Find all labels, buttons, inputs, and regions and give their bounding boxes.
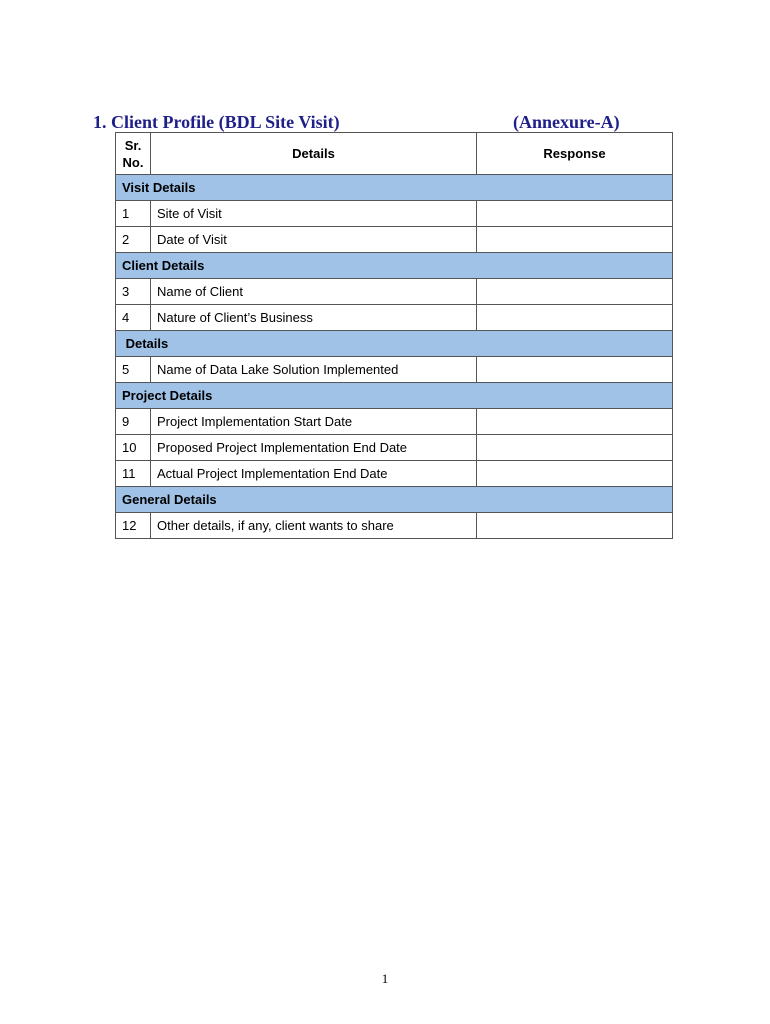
table-row — [116, 201, 673, 227]
response-cell[interactable] — [477, 435, 673, 461]
table-row — [116, 227, 673, 253]
table-row — [116, 513, 673, 539]
table-row — [116, 435, 673, 461]
row-details: Name of Client — [151, 279, 477, 305]
header-sr-no-line2: No. — [122, 154, 144, 170]
section-title: General Details — [116, 487, 673, 513]
row-number: 3 — [116, 279, 151, 305]
section-header-row — [116, 487, 673, 513]
table-header-row — [116, 133, 673, 175]
row-details: Name of Data Lake Solution Implemented — [151, 357, 477, 383]
row-details: Project Implementation Start Date — [151, 409, 477, 435]
row-number: 4 — [116, 305, 151, 331]
header-response: Response — [477, 133, 673, 175]
table-body — [116, 175, 673, 539]
row-number: 12 — [116, 513, 151, 539]
section-title: Visit Details — [116, 175, 673, 201]
row-number: 9 — [116, 409, 151, 435]
row-number: 1 — [116, 201, 151, 227]
section-title: Client Details — [116, 253, 673, 279]
table-row — [116, 279, 673, 305]
response-cell[interactable] — [477, 305, 673, 331]
section-title: Details — [116, 331, 673, 357]
row-number: 5 — [116, 357, 151, 383]
section-header-row — [116, 175, 673, 201]
section-header-row — [116, 253, 673, 279]
table-row — [116, 461, 673, 487]
header-details: Details — [151, 133, 477, 175]
row-details: Actual Project Implementation End Date — [151, 461, 477, 487]
row-details: Nature of Client’s Business — [151, 305, 477, 331]
response-cell[interactable] — [477, 513, 673, 539]
row-details: Other details, if any, client wants to share — [151, 513, 477, 539]
response-cell[interactable] — [477, 461, 673, 487]
row-details: Date of Visit — [151, 227, 477, 253]
form-title: 1. Client Profile (BDL Site Visit) — [93, 112, 340, 132]
row-number: 11 — [116, 461, 151, 487]
page-number: 1 — [381, 971, 389, 986]
section-title: Project Details — [116, 383, 673, 409]
row-number: 10 — [116, 435, 151, 461]
table-row — [116, 409, 673, 435]
response-cell[interactable] — [477, 279, 673, 305]
table-row — [116, 305, 673, 331]
response-cell[interactable] — [477, 357, 673, 383]
response-cell[interactable] — [477, 409, 673, 435]
row-details: Site of Visit — [151, 201, 477, 227]
table-row — [116, 357, 673, 383]
client-profile-table — [115, 132, 673, 539]
section-header-row — [116, 331, 673, 357]
header-sr-no — [116, 133, 151, 175]
header-sr-no-line1: Sr. — [124, 137, 142, 153]
document-heading — [93, 110, 673, 134]
response-cell[interactable] — [477, 227, 673, 253]
row-details: Proposed Project Implementation End Date — [151, 435, 477, 461]
section-header-row — [116, 383, 673, 409]
annexure-label: (Annexure-A) — [513, 112, 620, 132]
response-cell[interactable] — [477, 201, 673, 227]
row-number: 2 — [116, 227, 151, 253]
